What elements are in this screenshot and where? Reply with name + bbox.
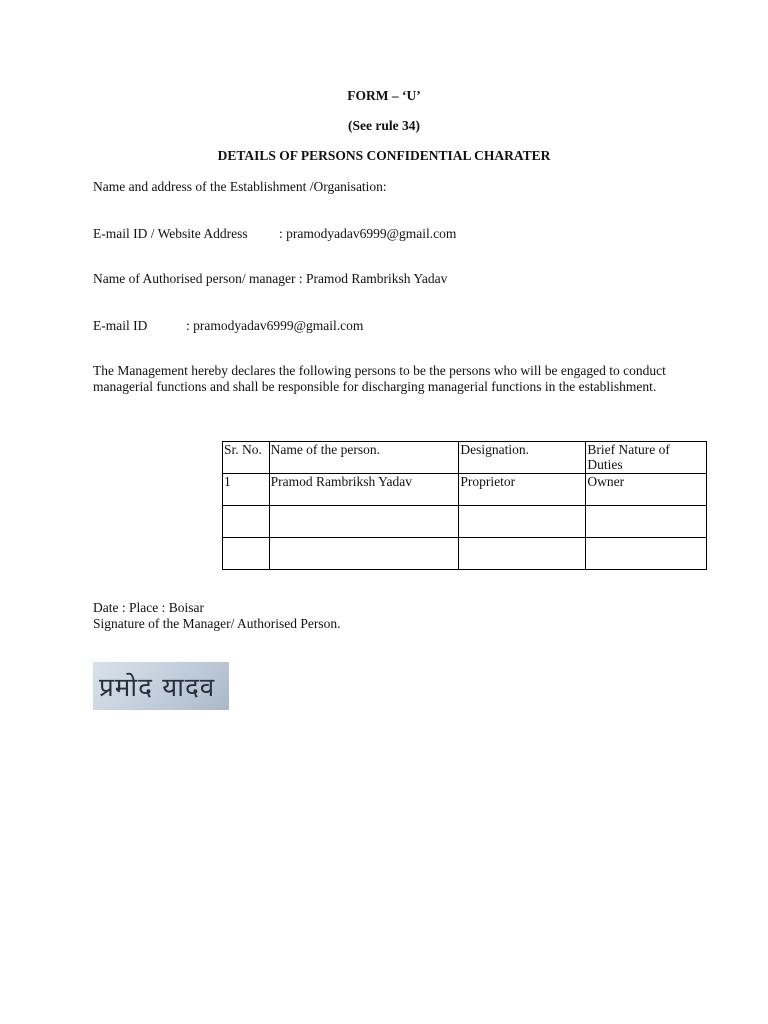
manager-line: Name of Authorised person/ manager : Pramod Rambriksh Yadav <box>93 271 448 286</box>
declaration-text: The Management hereby declares the following persons to be the persons who will be engaged to conduct managerial functions and shall be responsible for discharging managerial functions in the establishment. <box>93 363 666 394</box>
signature-handwriting: प्रमोद यादव <box>99 673 216 703</box>
table-row <box>223 506 707 538</box>
website-value: : pramodyadav6999@gmail.com <box>279 226 457 241</box>
cell-designation <box>459 538 586 570</box>
cell-designation: Proprietor <box>459 474 586 506</box>
table-header-row <box>223 442 707 474</box>
cell-duties: Owner <box>586 474 707 506</box>
persons-table <box>222 441 707 570</box>
header-designation: Designation. <box>459 442 586 474</box>
cell-designation <box>459 506 586 538</box>
cell-name: Pramod Rambriksh Yadav <box>269 474 459 506</box>
cell-duties <box>586 506 707 538</box>
cell-name <box>269 538 459 570</box>
header-name: Name of the person. <box>269 442 459 474</box>
website-label: E-mail ID / Website Address <box>93 226 248 241</box>
header-sr-no: Sr. No. <box>223 442 270 474</box>
table-row <box>223 538 707 570</box>
cell-duties <box>586 538 707 570</box>
cell-sr-no <box>223 538 270 570</box>
email-label: E-mail ID <box>93 318 148 333</box>
signature-image <box>93 662 229 710</box>
cell-sr-no <box>223 506 270 538</box>
establishment-label: Name and address of the Establishment /Organisation: <box>93 179 387 194</box>
email-value: : pramodyadav6999@gmail.com <box>186 318 364 333</box>
table-row <box>223 474 707 506</box>
form-rule: (See rule 34) <box>348 118 420 133</box>
signature-label: Signature of the Manager/ Authorised Person. <box>93 616 341 631</box>
cell-sr-no: 1 <box>223 474 270 506</box>
form-heading: DETAILS OF PERSONS CONFIDENTIAL CHARATER <box>217 148 551 163</box>
header-duties: Brief Nature of Duties <box>586 442 707 474</box>
cell-name <box>269 506 459 538</box>
form-title: FORM – ‘U’ <box>347 88 421 103</box>
date-place: Date : Place : Boisar <box>93 600 204 615</box>
